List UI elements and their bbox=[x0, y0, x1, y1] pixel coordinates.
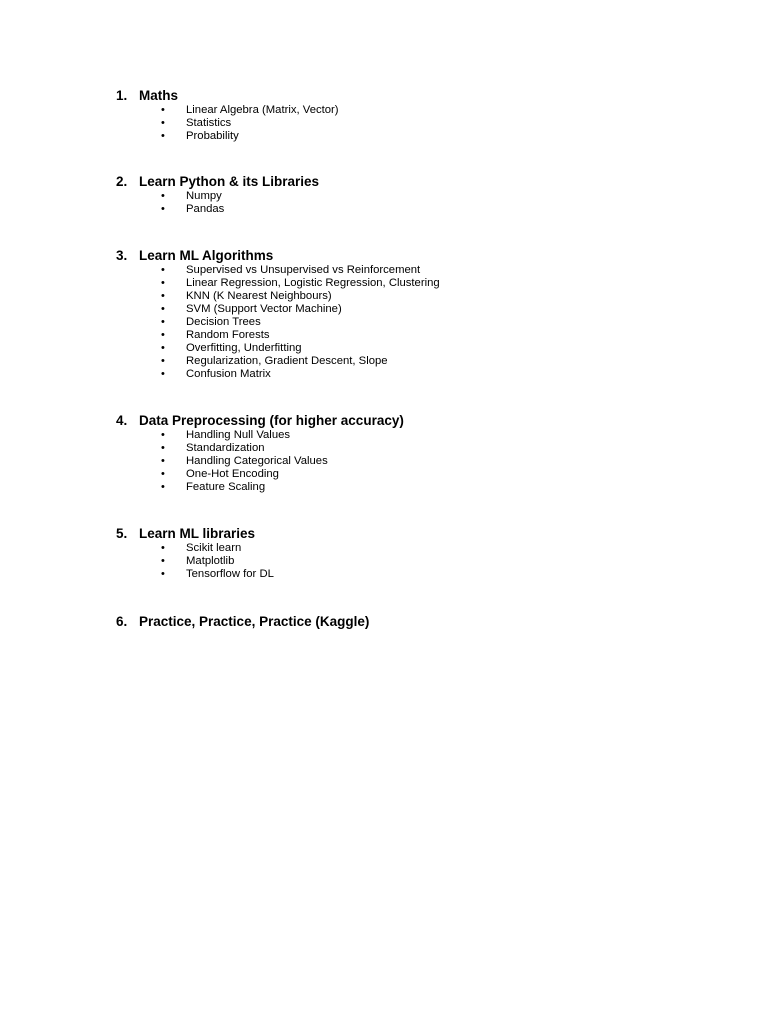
section-2 bbox=[116, 174, 716, 216]
list-item bbox=[116, 290, 716, 303]
list-item-text: Statistics bbox=[186, 117, 232, 129]
bullet-icon: • bbox=[161, 368, 165, 380]
list-item-text: Decision Trees bbox=[186, 316, 261, 328]
section-title: Data Preprocessing (for higher accuracy) bbox=[139, 413, 404, 428]
list-item bbox=[116, 468, 716, 481]
bullet-icon: • bbox=[161, 481, 165, 493]
bullet-list bbox=[116, 264, 716, 381]
bullet-icon: • bbox=[161, 342, 165, 354]
bullet-list bbox=[116, 542, 716, 581]
list-item-text: Handling Null Values bbox=[186, 429, 291, 441]
section-3 bbox=[116, 248, 716, 381]
section-heading bbox=[116, 248, 716, 264]
section-title: Maths bbox=[139, 88, 179, 103]
bullet-icon: • bbox=[161, 203, 165, 215]
list-item bbox=[116, 190, 716, 203]
list-item-text: One-Hot Encoding bbox=[186, 468, 279, 480]
list-item-text: Regularization, Gradient Descent, Slope bbox=[186, 355, 388, 367]
bullet-icon: • bbox=[161, 355, 165, 367]
list-item bbox=[116, 203, 716, 216]
list-item bbox=[116, 316, 716, 329]
list-item bbox=[116, 104, 716, 117]
list-item-text: Handling Categorical Values bbox=[186, 455, 328, 467]
bullet-icon: • bbox=[161, 455, 165, 467]
list-item-text: Random Forests bbox=[186, 329, 270, 341]
section-number: 3. bbox=[116, 248, 128, 263]
bullet-icon: • bbox=[161, 190, 165, 202]
list-item bbox=[116, 555, 716, 568]
list-item bbox=[116, 117, 716, 130]
list-item-text: Supervised vs Unsupervised vs Reinforcement bbox=[186, 264, 421, 276]
section-heading bbox=[116, 614, 716, 630]
section-number: 4. bbox=[116, 413, 128, 428]
bullet-icon: • bbox=[161, 568, 165, 580]
bullet-icon: • bbox=[161, 468, 165, 480]
list-item-text: Probability bbox=[186, 130, 239, 142]
section-heading bbox=[116, 88, 716, 104]
list-item-text: Tensorflow for DL bbox=[186, 568, 274, 580]
list-item-text: Scikit learn bbox=[186, 542, 242, 554]
bullet-list bbox=[116, 104, 716, 143]
list-item bbox=[116, 368, 716, 381]
section-heading bbox=[116, 413, 716, 429]
list-item bbox=[116, 130, 716, 143]
list-item-text: KNN (K Nearest Neighbours) bbox=[186, 290, 332, 302]
section-heading bbox=[116, 174, 716, 190]
list-item bbox=[116, 355, 716, 368]
section-4 bbox=[116, 413, 716, 494]
bullet-icon: • bbox=[161, 442, 165, 454]
list-item bbox=[116, 264, 716, 277]
list-item-text: SVM (Support Vector Machine) bbox=[186, 303, 342, 315]
list-item bbox=[116, 455, 716, 468]
bullet-list bbox=[116, 429, 716, 494]
bullet-icon: • bbox=[161, 542, 165, 554]
list-item bbox=[116, 442, 716, 455]
list-item-text: Pandas bbox=[186, 203, 225, 215]
list-item-text: Feature Scaling bbox=[186, 481, 266, 493]
bullet-list bbox=[116, 190, 716, 216]
bullet-icon: • bbox=[161, 429, 165, 441]
bullet-icon: • bbox=[161, 329, 165, 341]
list-item-text: Linear Regression, Logistic Regression, Clustering bbox=[186, 277, 440, 289]
list-item bbox=[116, 429, 716, 442]
list-item bbox=[116, 542, 716, 555]
section-title: Learn ML libraries bbox=[139, 526, 256, 541]
list-item-text: Standardization bbox=[186, 442, 265, 454]
section-number: 2. bbox=[116, 174, 128, 189]
bullet-icon: • bbox=[161, 303, 165, 315]
bullet-icon: • bbox=[161, 130, 165, 142]
list-item-text: Matplotlib bbox=[186, 555, 235, 567]
bullet-icon: • bbox=[161, 316, 165, 328]
list-item-text: Confusion Matrix bbox=[186, 368, 271, 380]
section-number: 6. bbox=[116, 614, 128, 629]
section-5 bbox=[116, 526, 716, 581]
section-heading bbox=[116, 526, 716, 542]
list-item-text: Overfitting, Underfitting bbox=[186, 342, 302, 354]
section-title: Learn Python & its Libraries bbox=[139, 174, 320, 189]
list-item-text: Linear Algebra (Matrix, Vector) bbox=[186, 104, 339, 116]
list-item-text: Numpy bbox=[186, 190, 222, 202]
list-item bbox=[116, 342, 716, 355]
section-title: Learn ML Algorithms bbox=[139, 248, 274, 263]
list-item bbox=[116, 277, 716, 290]
bullet-icon: • bbox=[161, 277, 165, 289]
bullet-icon: • bbox=[161, 264, 165, 276]
bullet-icon: • bbox=[161, 104, 165, 116]
section-1 bbox=[116, 88, 716, 143]
bullet-icon: • bbox=[161, 290, 165, 302]
section-number: 5. bbox=[116, 526, 128, 541]
bullet-icon: • bbox=[161, 555, 165, 567]
list-item bbox=[116, 303, 716, 316]
section-title: Practice, Practice, Practice (Kaggle) bbox=[139, 614, 370, 629]
section-number: 1. bbox=[116, 88, 128, 103]
list-item bbox=[116, 568, 716, 581]
list-item bbox=[116, 481, 716, 494]
bullet-icon: • bbox=[161, 117, 165, 129]
list-item bbox=[116, 329, 716, 342]
section-6 bbox=[116, 614, 716, 630]
